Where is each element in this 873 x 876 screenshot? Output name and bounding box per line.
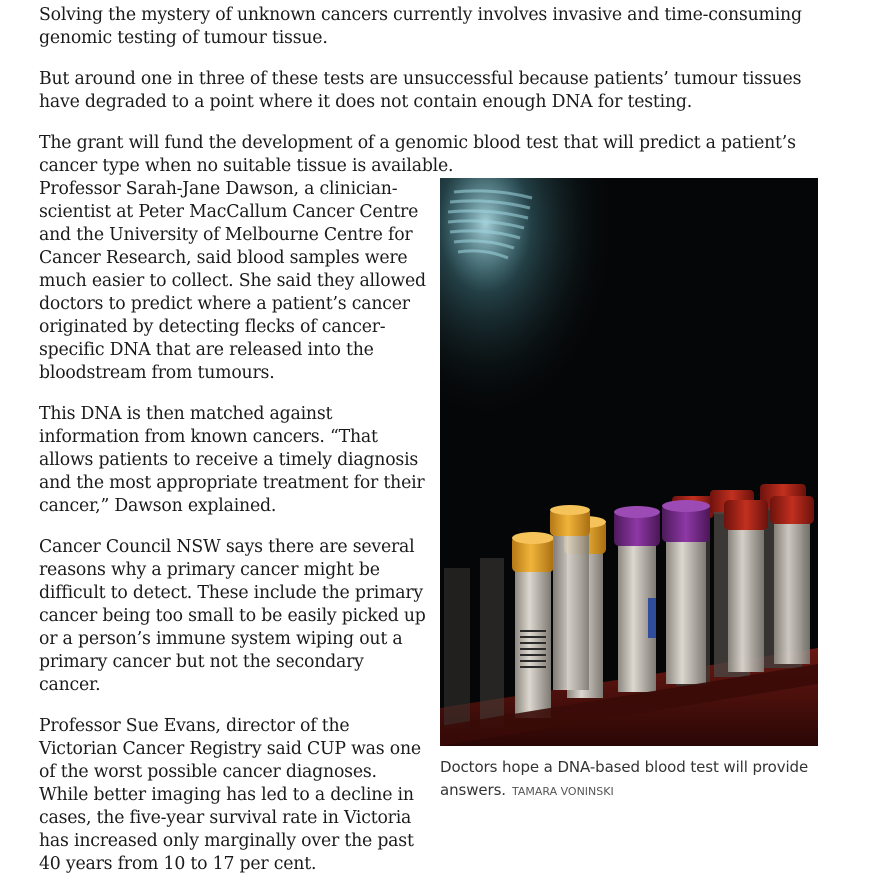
article-paragraph: Cancer Council NSW says there are several reasons why a primary cancer might be difficult to detect. These include the primary cancer being too small to be easily picked up or a person’s immune system wiping out a primary cancer but not the secondary cancer.	[39, 537, 426, 695]
blood-tubes-illustration	[440, 178, 818, 746]
blood-tubes-photo	[440, 178, 818, 746]
photo-credit: TAMARA VONINSKI	[511, 785, 614, 798]
article-paragraph: The grant will fund the development of a genomic blood test that will predict a patient’s cancer type when no suitable tissue is available.	[39, 133, 796, 176]
article-paragraph: Solving the mystery of unknown cancers currently involves invasive and time-consuming genomic testing of tumour tissue.	[39, 5, 802, 48]
caption-text: Doctors hope a DNA-based blood test will provide answers.	[440, 758, 809, 799]
article-paragraph: But around one in three of these tests are unsuccessful because patients’ tumour tissues have degraded to a point where it does not contain enough DNA for testing.	[39, 69, 802, 112]
article-paragraph: This DNA is then matched against information from known cancers. “That allows patients to receive a timely diagnosis and the most appropriate treatment for their cancer,” Dawson explained.	[39, 404, 425, 516]
article-paragraph: Professor Sue Evans, director of the Victorian Cancer Registry said CUP was one of the worst possible cancer diagnoses. While better imaging has led to a decline in cases, the five-year survival rate in Victoria has increased only marginally over the past 40 years from 10 to 17 per cent.	[39, 716, 421, 874]
article-figure	[440, 178, 818, 803]
figure-caption	[440, 756, 818, 803]
article-paragraph: Professor Sarah-Jane Dawson, a clinician-scientist at Peter MacCallum Cancer Centre and the University of Melbourne Centre for Cancer Research, said blood samples were much easier to collect. She said they allowed doctors to predict where a patient’s cancer originated by detecting flecks of cancer-specific DNA that are released into the bloodstream from tumours.	[39, 179, 426, 383]
